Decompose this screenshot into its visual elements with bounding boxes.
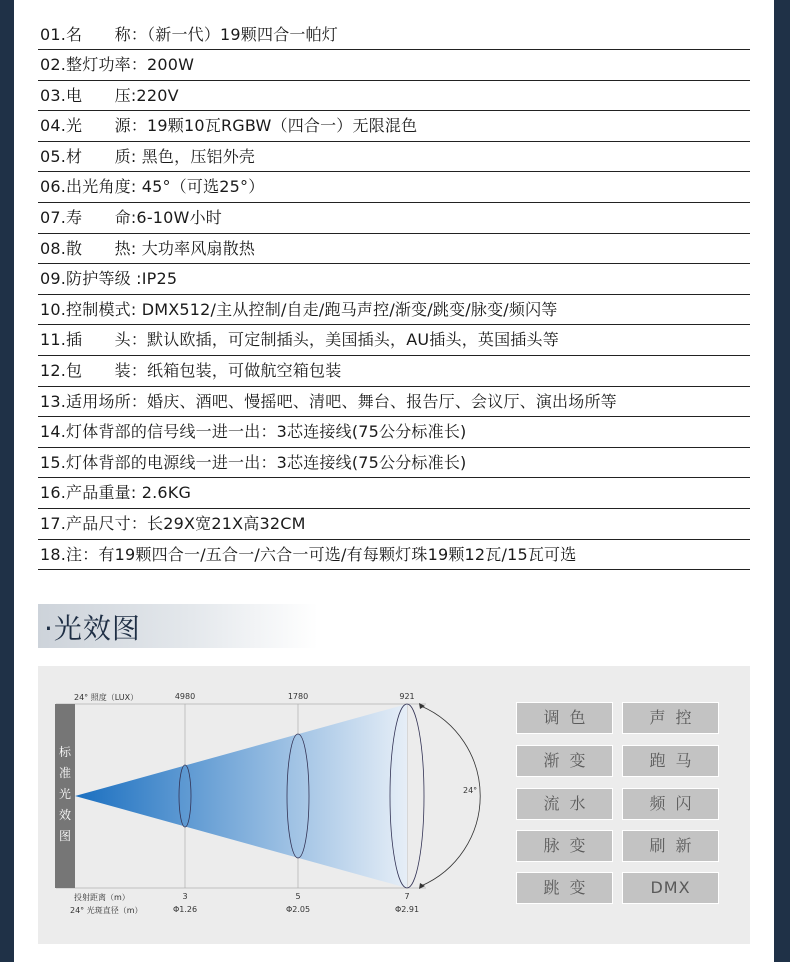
- spec-row: 06.出光角度: 45°（可选25°）: [38, 172, 750, 203]
- spec-row: 07.寿 命:6-10W小时: [38, 203, 750, 234]
- sidebar-char: 图: [58, 829, 71, 843]
- mode-button-flow[interactable]: 流水: [516, 788, 613, 820]
- spec-row: 01.名 称：（新一代）19颗四合一帕灯: [38, 20, 750, 50]
- left-border: [0, 0, 14, 962]
- spec-row: 11.插 头：默认欧插，可定制插头，美国插头，AU插头，英国插头等: [38, 325, 750, 356]
- spec-row: 13.适用场所：婚庆、酒吧、慢摇吧、清吧、舞台、报告厅、会议厅、演出场所等: [38, 387, 750, 418]
- illuminance-value-7m: 921: [399, 692, 415, 701]
- spec-row: 14.灯体背部的信号线一进一出：3芯连接线(75公分标准长): [38, 417, 750, 448]
- standard-light-effect-sidebar: [55, 704, 75, 888]
- distance-value-7m: 7: [404, 892, 410, 901]
- light-effect-panel: [38, 666, 750, 944]
- angle-arc: [421, 706, 480, 886]
- mode-button-dmx[interactable]: DMX: [622, 872, 719, 904]
- spec-row: 08.散 热: 大功率风扇散热: [38, 234, 750, 265]
- spec-row: 15.灯体背部的电源线一进一出：3芯连接线(75公分标准长): [38, 448, 750, 479]
- distance-value-3m: 3: [182, 892, 188, 901]
- distance-value-5m: 5: [295, 892, 301, 901]
- mode-button-gradual[interactable]: 渐变: [516, 745, 613, 777]
- mode-button-chase[interactable]: 跑马: [622, 745, 719, 777]
- spec-row: 03.电 压:220V: [38, 81, 750, 112]
- spec-list: [38, 20, 750, 570]
- spec-row: 10.控制模式: DMX512/主从控制/自走/跑马声控/渐变/跳变/脉变/频闪等: [38, 295, 750, 326]
- mode-button-color-change[interactable]: 调色: [516, 702, 613, 734]
- spec-row: 17.产品尺寸：长29X宽21X高32CM: [38, 509, 750, 540]
- mode-button-pulse[interactable]: 脉变: [516, 830, 613, 862]
- section-banner: [38, 604, 318, 648]
- light-beam: [75, 704, 407, 888]
- spec-row: 05.材 质: 黑色，压铝外壳: [38, 142, 750, 173]
- sidebar-char: 准: [58, 766, 71, 780]
- diameter-label: 24° 光斑直径（m）: [70, 906, 143, 915]
- mode-button-strobe[interactable]: 频闪: [622, 788, 719, 820]
- distance-label: 投射距离（m）: [74, 893, 130, 902]
- mode-button-sound-control[interactable]: 声控: [622, 702, 719, 734]
- illuminance-label: 24° 照度（LUX）: [74, 693, 139, 702]
- illuminance-value-3m: 4980: [174, 692, 196, 701]
- diameter-value-7m: Φ2.91: [394, 905, 420, 914]
- spec-row: 04.光 源：19颗10瓦RGBW（四合一）无限混色: [38, 111, 750, 142]
- sidebar-char: 效: [58, 808, 71, 822]
- sidebar-char: 标: [58, 745, 71, 759]
- spec-row: 18.注：有19颗四合一/五合一/六合一可选/有每颗灯珠19颗12瓦/15瓦可选: [38, 540, 750, 571]
- sidebar-char: 光: [58, 787, 71, 801]
- spec-row: 16.产品重量: 2.6KG: [38, 478, 750, 509]
- diameter-value-5m: Φ2.05: [285, 905, 311, 914]
- spec-row: 09.防护等级 :IP25: [38, 264, 750, 295]
- spec-row: 02.整灯功率：200W: [38, 50, 750, 81]
- spec-row: 12.包 装：纸箱包装，可做航空箱包装: [38, 356, 750, 387]
- mode-button-jump[interactable]: 跳变: [516, 872, 613, 904]
- section-title: ·光效图: [44, 612, 141, 645]
- mode-button-refresh[interactable]: 刷新: [622, 830, 719, 862]
- diameter-value-3m: Φ1.26: [172, 905, 198, 914]
- beam-angle-label: 24°: [463, 786, 478, 795]
- illuminance-value-5m: 1780: [287, 692, 309, 701]
- right-border: [774, 0, 790, 962]
